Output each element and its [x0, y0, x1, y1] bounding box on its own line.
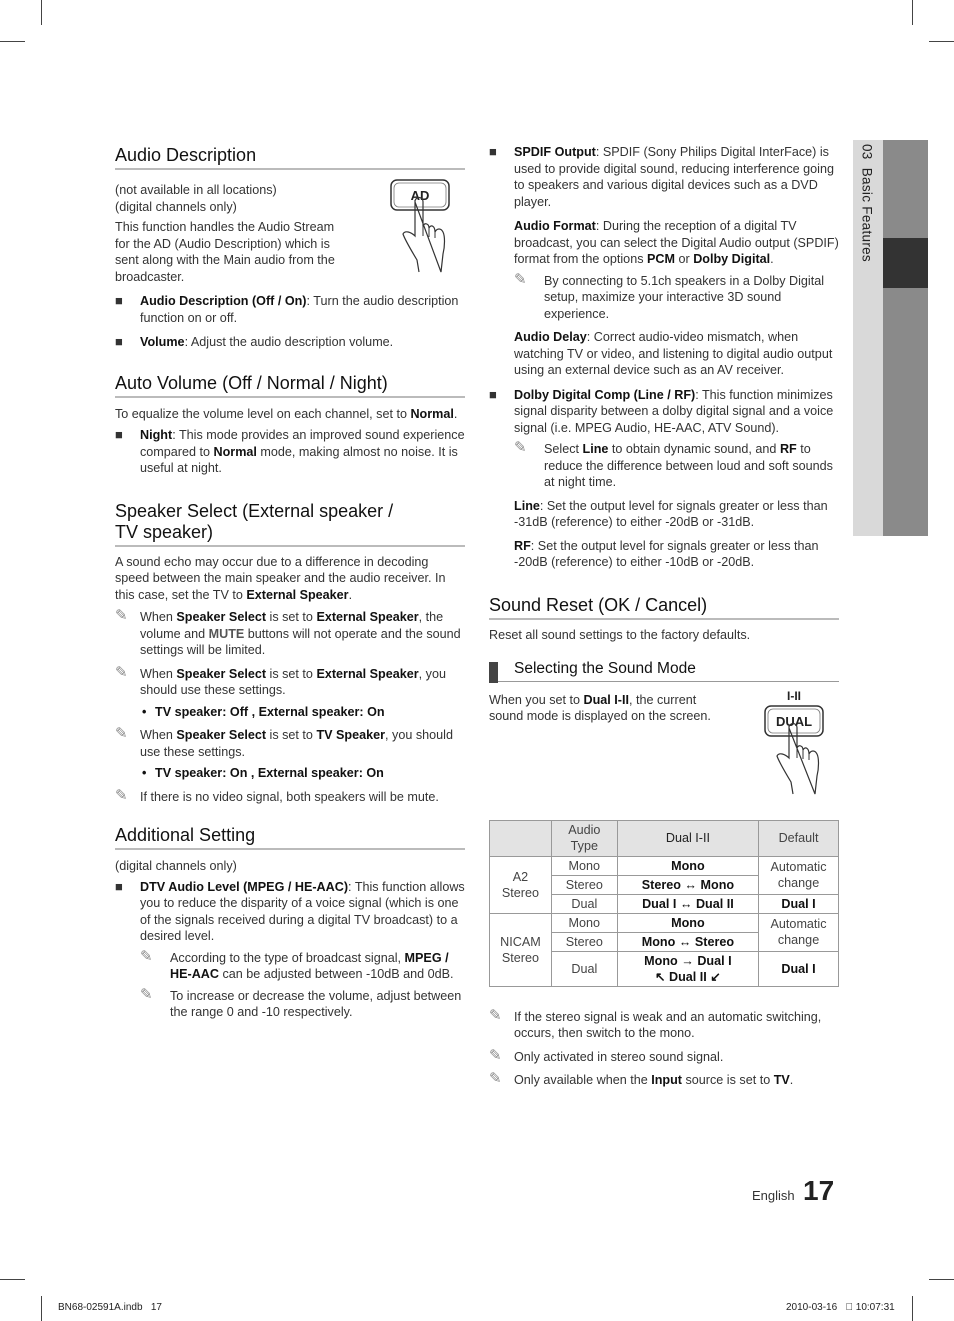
right-column [489, 144, 839, 1089]
term: Dolby Digital Comp (Line / RF) [514, 387, 696, 402]
chapter-title: Basic Features [859, 167, 875, 262]
term: Normal [410, 406, 454, 421]
text: : This function allows you to reduce the disparity of a voice signal (which is one of the signals received during a digital TV broadcast) to a desired level. [140, 879, 465, 943]
text: A sound echo may occur due to a difference in decoding speed between the main speaker and the audio receiver. In this case, set the TV to [115, 554, 446, 602]
crop-mark [0, 1279, 25, 1280]
pencil-icon: ✎ [140, 947, 153, 965]
note-text: If there is no video signal, both speakers will be mute. [140, 789, 439, 804]
footer-file: BN68-02591A.indb 17 [58, 1302, 162, 1313]
sound-mode-note-3: ✎ Only available when the Input source is set to TV. [489, 1070, 794, 1087]
dual-button-label: DUAL [775, 713, 813, 729]
heading-line: Speaker Select (External speaker / [115, 500, 394, 521]
pencil-icon: ✎ [514, 439, 527, 456]
speaker-note-4 [115, 786, 465, 806]
pencil-icon: ✎ [115, 725, 128, 742]
night-item: ■ Night: This mode provides an improved sound experience compared to Normal mode, making almost no noise. It is useful at night. [115, 427, 465, 475]
item-text: : Turn the audio description function on or off. [140, 294, 459, 325]
table-cell: Dual I [759, 951, 839, 986]
note-text: To increase or decrease the volume, adjust between the range 0 and -10 respectively. [170, 988, 462, 1019]
term: Normal [213, 444, 257, 459]
term: SPDIF Output [514, 145, 596, 159]
ad-remote-button-icon [385, 174, 465, 274]
table-header: Dual I-II [617, 820, 758, 856]
ad-button-label: AD [410, 188, 430, 203]
audio-description-heading: Audio Description [115, 145, 465, 170]
note-text: Only activated in stereo sound signal. [514, 1049, 724, 1064]
table-cell: Stereo [551, 875, 617, 894]
item-term: Audio Description (Off / On) [140, 294, 307, 308]
speaker-setting-2: • TV speaker: On , External speaker: On [142, 766, 384, 780]
audio-format-item: Audio Format: During the reception of a digital TV broadcast, you can select the Digital Audio output (SPDIF) format from the options PCM or Dolby Digital. [514, 219, 839, 266]
table-cell: Mono ↔ Stereo [617, 932, 758, 951]
speaker-note-3: ✎ When Speaker Select is set to TV Speaker, you should use these settings. [115, 725, 453, 759]
text: To equalize the volume level on each channel, set to [115, 406, 411, 421]
table-header: Audio Type [551, 820, 617, 856]
table-cell: Dual [551, 951, 617, 986]
term: Night [140, 428, 173, 442]
additional-setting-heading: Additional Setting [115, 825, 465, 850]
sound-mode-note-1 [489, 1006, 839, 1042]
speaker-select-heading [115, 501, 465, 547]
dtv-note-2 [140, 985, 465, 1021]
sound-mode-table [489, 820, 839, 987]
crop-mark [912, 1296, 913, 1321]
sound-reset-body: Reset all sound settings to the factory defaults. [489, 627, 751, 642]
additional-note: (digital channels only) [115, 859, 237, 873]
sound-mode-heading: Selecting the Sound Mode [514, 660, 696, 677]
crop-mark [912, 0, 913, 25]
table-cell: Mono [617, 913, 758, 932]
sidebar-tab-dark [883, 140, 928, 536]
dtv-note-1: ✎ According to the type of broadcast signal, MPEG / HE-AAC can be adjusted between -10dB and 0dB. [140, 947, 454, 981]
speaker-note-1: ✎ When Speaker Select is set to External Speaker, the volume and MUTE buttons will not operate and the sound settings will be limited. [115, 607, 461, 657]
pencil-icon: ✎ [489, 1046, 502, 1064]
spdif-output-item: ■ SPDIF Output: SPDIF (Sony Philips Digital InterFace) is used to provide digital sound, reducing interference going to speakers and various digital devices such as a DVD player. [489, 144, 834, 209]
note-text: If the stereo signal is weak and an automatic switching, occurs, then switch to the mono. [514, 1009, 822, 1040]
chapter-number: 03 [859, 144, 875, 160]
dolby-digital-comp-item: ■ Dolby Digital Comp (Line / RF): This function minimizes signal disparity between a dolby digital signal and a voice signal (i.e. MPEG Audio, HE-AAC, ATV Sound). [489, 386, 834, 435]
auto-volume-heading: Auto Volume (Off / Normal / Night) [115, 373, 465, 398]
pencil-icon: ✎ [115, 663, 128, 681]
pencil-icon: ✎ [115, 607, 128, 624]
audio-description-body: This function handles the Audio Stream for the AD (Audio Description) which is sent along with the Main audio from the broadcaster. [115, 220, 335, 284]
crop-mark [929, 1279, 954, 1280]
text: : This function minimizes signal disparity between a dolby digital signal and a voice signal (i.e. MPEG Audio, HE-AAC, ATV Sound). [514, 387, 834, 435]
table-cell: A2 Stereo [490, 856, 552, 913]
dual-button-top-label: I-II [787, 688, 801, 703]
crop-mark [41, 1296, 42, 1321]
pencil-icon: ✎ [489, 1070, 502, 1087]
dual-remote-button-icon [759, 688, 839, 796]
table-cell: Stereo [551, 932, 617, 951]
sound-mode-heading-bar [489, 661, 839, 682]
table-cell: Dual I [759, 894, 839, 913]
term: DTV Audio Level (MPEG / HE-AAC) [140, 879, 349, 894]
sound-mode-note-2 [489, 1046, 839, 1066]
table-cell: Automatic change [759, 856, 839, 894]
speaker-setting-1: • TV speaker: Off , External speaker: On [142, 704, 385, 719]
channel-note: (digital channels only) [115, 199, 237, 214]
line-item: Line: Set the output level for signals greater or less than -31dB (reference) to either -20dB or -31dB. [514, 498, 828, 529]
auto-volume-intro [115, 406, 465, 423]
text: mode, making almost no noise. It is useful at night. [140, 444, 458, 475]
pencil-icon: ✎ [140, 985, 153, 1003]
footer-timestamp: 2010-03-16   10:07:31 [786, 1302, 895, 1313]
pencil-icon: ✎ [489, 1006, 502, 1024]
text: : SPDIF (Sony Philips Digital InterFace) is used to provide digital sound, reducing interference going to speakers and various digital devices such as a DVD player. [514, 145, 834, 209]
table-cell: Mono [551, 913, 617, 932]
heading-marker [489, 662, 498, 683]
crop-mark [0, 41, 25, 42]
term: External Speaker [246, 587, 349, 602]
sidebar-tab-marker [883, 238, 928, 288]
volume-item: ■ Volume: Adjust the audio description volume. [115, 334, 394, 349]
speaker-note-2: ✎ When Speaker Select is set to External Speaker, you should use these settings. [115, 663, 446, 697]
rf-item: RF: Set the output level for signals greater or less than -20dB (reference) to either -10dB or -20dB. [514, 538, 819, 569]
table-header [490, 820, 552, 856]
table-cell: Mono [551, 856, 617, 875]
speaker-select-intro [115, 554, 465, 604]
chapter-label [858, 144, 875, 262]
footer-language: English [752, 1188, 795, 1203]
audio-format-note [514, 270, 839, 323]
table-cell: Dual [551, 894, 617, 913]
audio-description-section [115, 182, 465, 351]
crop-mark [929, 41, 954, 42]
left-column [115, 145, 465, 1021]
audio-delay-item: Audio Delay: Correct audio-video mismatch, when watching TV or video, and listening to digital audio output using an external device such as an AV receiver. [514, 330, 833, 377]
dolby-note: ✎ Select Line to obtain dynamic sound, and RF to reduce the difference between loud and soft sounds at night time. [514, 439, 833, 489]
note-text: By connecting to 5.1ch speakers in a Dolby Digital setup, maximize your interactive 3D sound experience. [544, 273, 825, 321]
dtv-audio-level-item: ■ DTV Audio Level (MPEG / HE-AAC): This function allows you to reduce the disparity of a voice signal (which is one of the signals received during a digital TV broadcast) to a desired level. [115, 878, 465, 943]
table-cell: Stereo ↔ Mono [617, 875, 758, 894]
table-cell: NICAM Stereo [490, 913, 552, 986]
text: . [348, 587, 353, 602]
setting-text: TV speaker: Off , External speaker: On [155, 704, 385, 719]
page-number: 17 [803, 1175, 835, 1206]
text: : This mode provides an improved sound experience compared to [140, 428, 465, 459]
table-header: Default [759, 820, 839, 856]
audio-description-item: ■ Audio Description (Off / On): Turn the audio description function on or off. [115, 293, 459, 325]
setting-text: TV speaker: On , External speaker: On [155, 766, 384, 780]
item-text: : Adjust the audio description volume. [184, 335, 394, 349]
pencil-icon: ✎ [115, 786, 128, 804]
table-cell: Automatic change [759, 913, 839, 951]
table-cell: Dual I ↔ Dual II [617, 894, 758, 913]
sound-mode-body: When you set to Dual I-II, the current sound mode is displayed on the screen. [489, 692, 711, 723]
table-cell: Mono → Dual I ↖ Dual II ↙ [617, 951, 758, 986]
text: . [453, 406, 458, 421]
item-term: Volume [140, 335, 185, 349]
sound-reset-heading: Sound Reset (OK / Cancel) [489, 595, 839, 620]
crop-mark [41, 0, 42, 25]
pencil-icon: ✎ [514, 270, 527, 288]
table-cell: Mono [617, 856, 758, 875]
heading-line: TV speaker) [115, 521, 214, 542]
sound-mode-section [489, 688, 839, 816]
availability-note: (not available in all locations) [115, 183, 277, 197]
